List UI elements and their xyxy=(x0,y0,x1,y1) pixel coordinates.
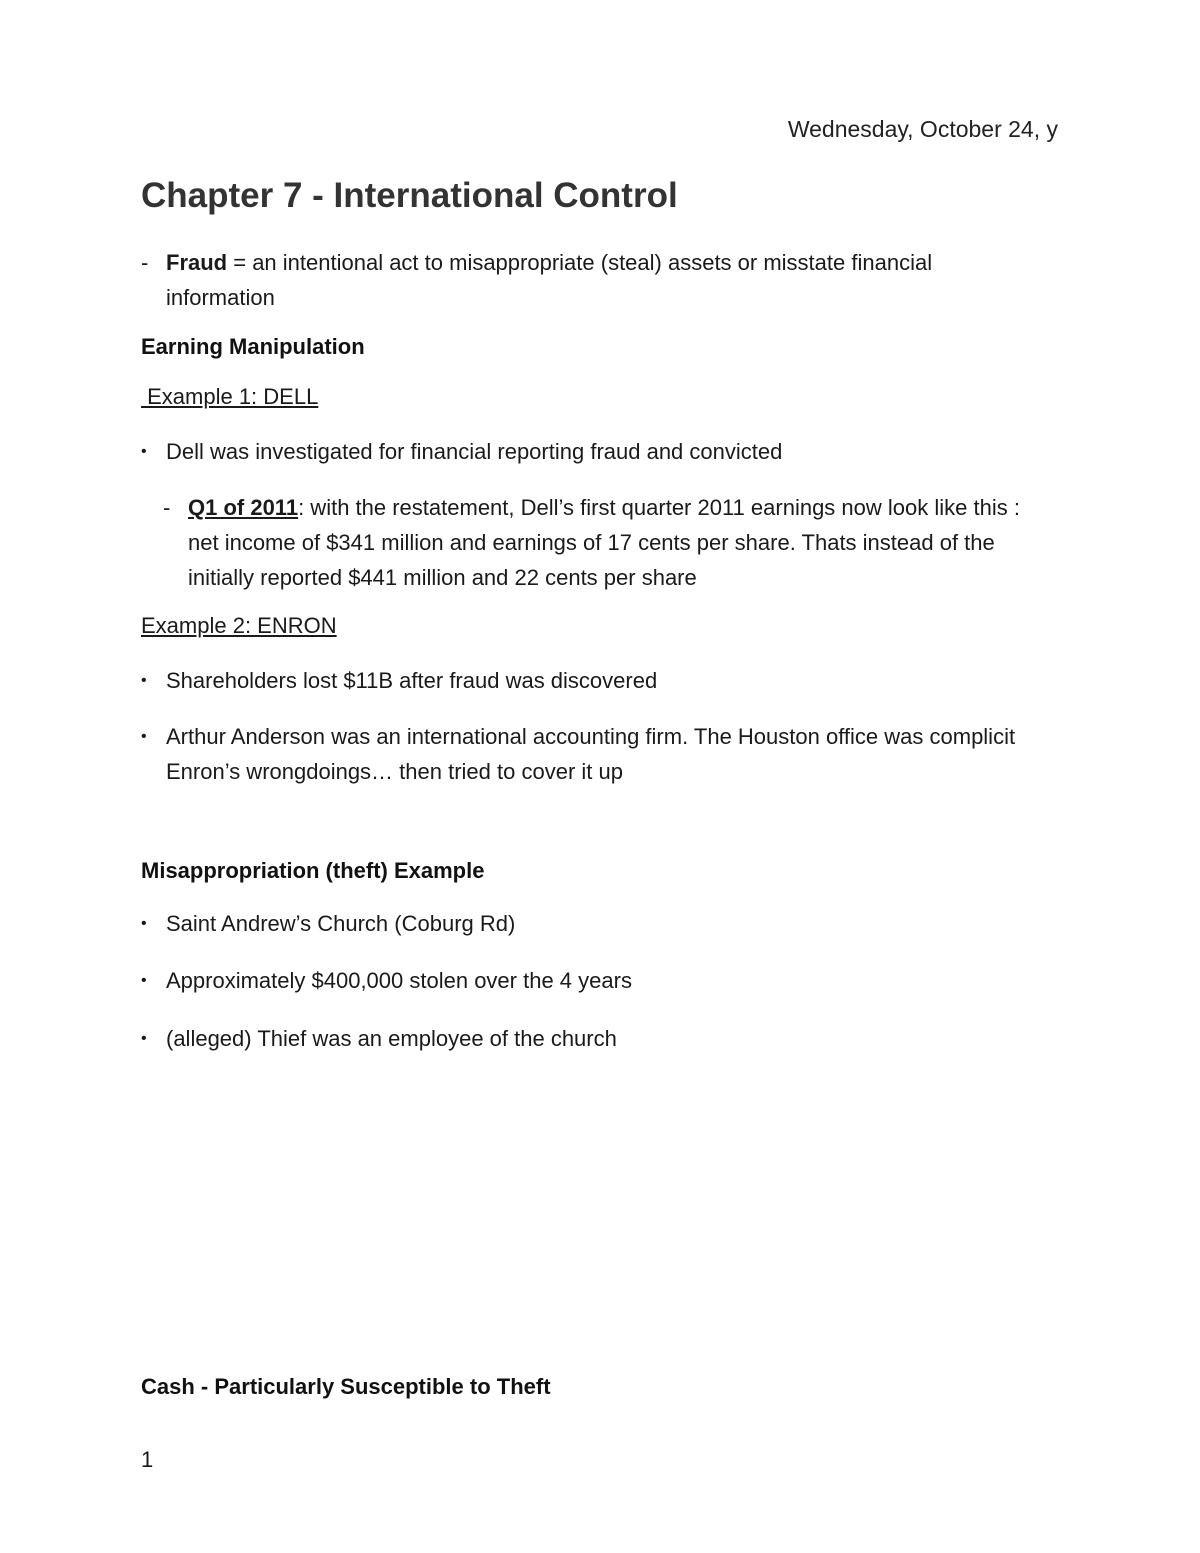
date-header: Wednesday, October 24, y xyxy=(787,116,1058,142)
list-item xyxy=(141,719,1021,789)
cash-heading: Cash - Particularly Susceptible to Theft xyxy=(141,1374,551,1399)
page-number: 1 xyxy=(141,1447,154,1472)
misappropriation-heading: Misappropriation (theft) Example xyxy=(141,858,485,883)
list-item xyxy=(141,906,1041,941)
fraud-definition-body: = an intentional act to misappropriate (steal) assets or misstate financial information xyxy=(166,250,933,310)
page-title: Chapter 7 - International Control xyxy=(141,176,678,215)
misappropriation-bullet-text: (alleged) Thief was an employee of the church xyxy=(166,1026,617,1051)
q1-restatement-text xyxy=(188,490,1053,595)
fraud-definition-text xyxy=(166,245,1021,315)
misappropriation-bullet-text: Approximately $400,000 stolen over the 4 years xyxy=(166,968,632,993)
dash-marker: - xyxy=(141,250,149,275)
bullet-marker: • xyxy=(141,443,147,460)
q1-label: Q1 of 2011 xyxy=(188,495,299,520)
bullet-marker: • xyxy=(141,972,147,989)
list-item xyxy=(141,963,1041,998)
q1-body: : with the restatement, Dell’s first quarter 2011 earnings now look like this : net income of $341 million and earnings of 17 cents per share. Thats instead of the initially reported $441 million and 22 cents per share xyxy=(188,495,1020,590)
bullet-marker: • xyxy=(141,915,147,932)
fraud-term: Fraud xyxy=(166,250,228,275)
dash-marker: - xyxy=(163,495,171,520)
list-item xyxy=(141,1021,1041,1056)
bullet-marker: • xyxy=(141,728,147,745)
misappropriation-bullet-text: Saint Andrew’s Church (Coburg Rd) xyxy=(166,911,516,936)
bullet-marker: • xyxy=(141,672,147,689)
example2-label: Example 2: ENRON xyxy=(141,613,337,638)
example2-bullet-text: Shareholders lost $11B after fraud was discovered xyxy=(166,668,658,693)
q1-restatement xyxy=(163,490,1053,595)
list-item xyxy=(141,434,1041,469)
earning-manipulation-heading: Earning Manipulation xyxy=(141,334,365,359)
list-item xyxy=(141,663,1041,698)
example2-bullet-text: Arthur Anderson was an international accounting firm. The Houston office was complicit Enron’s wrongdoings… then tried to cover it up xyxy=(166,724,1016,784)
example1-label: Example 1: DELL xyxy=(141,384,319,409)
fraud-definition xyxy=(141,245,1021,315)
example1-bullet-text: Dell was investigated for financial reporting fraud and convicted xyxy=(166,439,783,464)
bullet-marker: • xyxy=(141,1030,147,1047)
